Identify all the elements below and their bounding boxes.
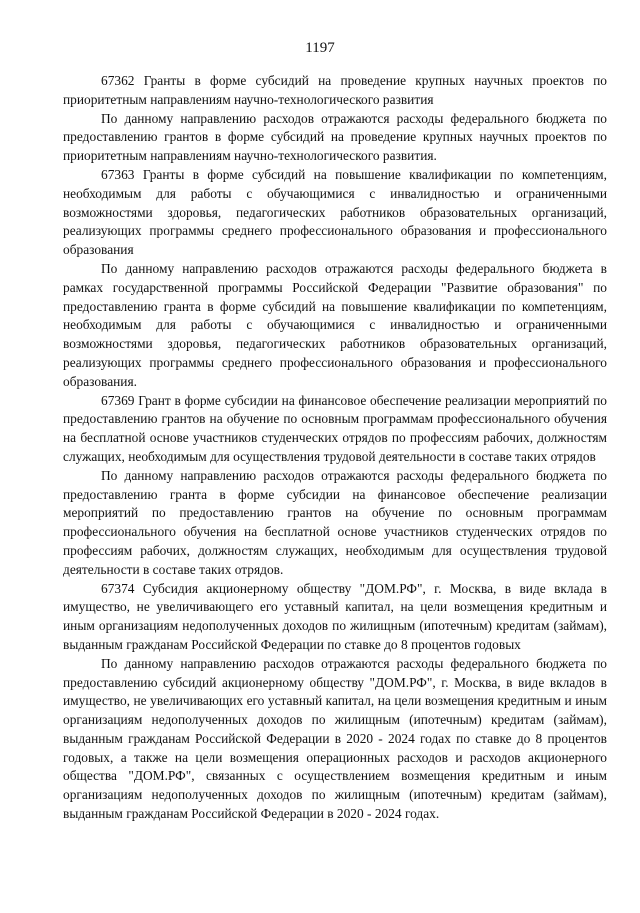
section-heading-67369: 67369 Грант в форме субсидии на финансовое обеспечение реализации мероприятий по предоставлению грантов на обучение по основным программам профессионального обучения на бесплатной основе участников студенческих отрядов по профессиям рабочих, должностям служащих, необходимым для осуществления трудовой деятельности в составе таких отрядов: [63, 392, 607, 464]
document-body: [63, 72, 607, 824]
page-number: 1197: [305, 40, 335, 56]
section-description-67374: По данному направлению расходов отражаются расходы федерального бюджета по предоставлению субсидий акционерному обществу "ДОМ.РФ", г. Москва, в виде вкладов в имущество, не увеличивающих его уставный капитал, на цели возмещения кредитным и иным организациям недополученных доходов по жилищным (ипотечным) кредитам (займам), выданным гражданам Российской Федерации в 2020 - 2024 годах по ставке до 8 процентов годовых, а также на цели возмещения операционных расходов и расходов акционерного общества "ДОМ.РФ", связанных с осуществлением возмещения кредитным и иным организациям недополученных доходов по жилищным (ипотечным) кредитам (займам), выданным гражданам Российской Федерации в 2020 - 2024 годах.: [63, 655, 607, 822]
section-description-67369: По данному направлению расходов отражаются расходы федерального бюджета по предоставлению гранта в форме субсидии на финансовое обеспечение реализации мероприятий по предоставлению грантов на обучение по основным программам профессионального обучения на бесплатной основе участников студенческих отрядов по профессиям рабочих, должностям служащих, необходимым для осуществления трудовой деятельности в составе таких отрядов.: [63, 467, 607, 577]
section-description-67362: По данному направлению расходов отражаются расходы федерального бюджета по предоставлению грантов в форме субсидий на проведение крупных научных проектов по приоритетным направлениям научно-технологического развития.: [63, 110, 607, 164]
section-heading-67362: 67362 Гранты в форме субсидий на проведение крупных научных проектов по приоритетным направлениям научно-технологического развития: [63, 73, 607, 107]
section-heading-67374: 67374 Субсидия акционерному обществу "ДОМ.РФ", г. Москва, в виде вклада в имущество, не увеличивающего его уставный капитал, на цели возмещения кредитным и иным организациям недополученных доходов по жилищным (ипотечным) кредитам (займам), выданным гражданам Российской Федерации по ставке до 8 процентов годовых: [63, 580, 607, 652]
section-heading-67363: 67363 Гранты в форме субсидий на повышение квалификации по компетенциям, необходимым для работы с обучающимися с инвалидностью и ограниченными возможностями здоровья, педагогических работников образовательных организаций, реализующих программы среднего профессионального образования и профессионального образования: [63, 166, 607, 258]
section-description-67363: По данному направлению расходов отражаются расходы федерального бюджета в рамках государственной программы Российской Федерации "Развитие образования" по предоставлению гранта в форме субсидий на повышение квалификации по компетенциям, необходимым для работы с обучающимися с инвалидностью и ограниченными возможностями здоровья, педагогических работников образовательных организаций, реализующих программы среднего профессионального образования и профессионального образования.: [63, 260, 607, 389]
